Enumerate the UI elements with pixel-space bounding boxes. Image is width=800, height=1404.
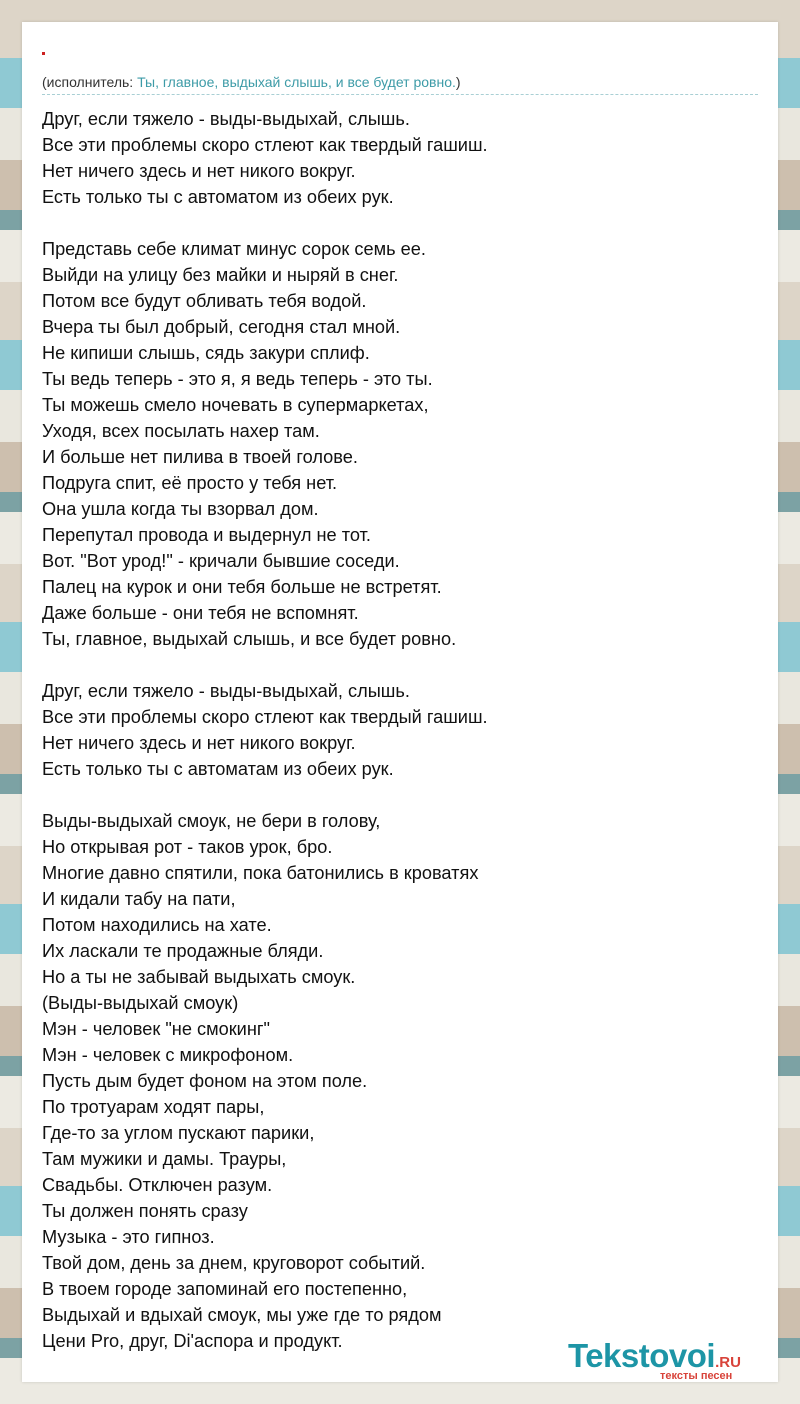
performer-prefix: (исполнитель: bbox=[42, 74, 138, 90]
lyric-line: Вот. "Вот урод!" - кричали бывшие соседи. bbox=[42, 551, 400, 571]
lyric-line: Цени Pro, друг, Di'аспора и продукт. bbox=[42, 1331, 343, 1351]
lyrics-text bbox=[42, 106, 762, 1354]
lyric-line: (Выды-выдыхай смоук) bbox=[42, 993, 239, 1013]
lyric-line: В твоем городе запоминай его постепенно, bbox=[42, 1279, 408, 1299]
logo-tld: .RU bbox=[715, 1354, 741, 1371]
lyric-line: Перепутал провода и выдернул не тот. bbox=[42, 525, 371, 545]
lyric-line: И кидали табу на пати, bbox=[42, 889, 236, 909]
stanza-break bbox=[42, 782, 762, 808]
song-title-mark bbox=[42, 52, 45, 55]
stanza-break bbox=[42, 652, 762, 678]
performer-suffix: ) bbox=[455, 74, 461, 90]
lyric-line: Выдыхай и вдыхай смоук, мы уже где то рядом bbox=[42, 1305, 442, 1325]
performer-line bbox=[42, 74, 758, 95]
lyric-line: Потом находились на хате. bbox=[42, 915, 272, 935]
lyric-line: Там мужики и дамы. Трауры, bbox=[42, 1149, 287, 1169]
lyric-line: Есть только ты с автоматам из обеих рук. bbox=[42, 759, 394, 779]
logo-tagline: тексты песен bbox=[660, 1370, 733, 1382]
lyric-line: Друг, если тяжело - выды-выдыхай, слышь. bbox=[42, 109, 410, 129]
lyric-line: Многие давно спятили, пока батонились в кроватях bbox=[42, 863, 479, 883]
lyric-line: Подруга спит, её просто у тебя нет. bbox=[42, 473, 338, 493]
lyric-line: Музыка - это гипноз. bbox=[42, 1227, 215, 1247]
lyric-line: Выды-выдыхай смоук, не бери в голову, bbox=[42, 811, 381, 831]
lyric-line: Их ласкали те продажные бляди. bbox=[42, 941, 324, 961]
lyrics-card bbox=[22, 22, 778, 1382]
lyric-line: Нет ничего здесь и нет никого вокруг. bbox=[42, 161, 356, 181]
lyric-line: Выйди на улицу без майки и ныряй в снег. bbox=[42, 265, 399, 285]
lyric-line: Все эти проблемы скоро стлеют как твердый гашиш. bbox=[42, 707, 488, 727]
lyric-line: Палец на курок и они тебя больше не встретят. bbox=[42, 577, 442, 597]
lyric-line: Потом все будут обливать тебя водой. bbox=[42, 291, 367, 311]
site-logo[interactable] bbox=[568, 1336, 778, 1384]
lyric-line: Даже больше - они тебя не вспомнят. bbox=[42, 603, 359, 623]
performer-link[interactable]: Ты, главное, выдыхай слышь, и все будет ровно. bbox=[137, 74, 456, 90]
lyric-line: Ты, главное, выдыхай слышь, и все будет ровно. bbox=[42, 629, 457, 649]
lyric-line: Есть только ты с автоматом из обеих рук. bbox=[42, 187, 394, 207]
logo-name: Tekstovoi bbox=[568, 1337, 716, 1374]
lyric-line: Мэн - человек "не смокинг" bbox=[42, 1019, 270, 1039]
lyric-line: Где-то за углом пускают парики, bbox=[42, 1123, 315, 1143]
lyric-line: Она ушла когда ты взорвал дом. bbox=[42, 499, 319, 519]
stanza-break bbox=[42, 210, 762, 236]
lyric-line: Вчера ты был добрый, сегодня стал мной. bbox=[42, 317, 401, 337]
lyric-line: Уходя, всех посылать нахер там. bbox=[42, 421, 320, 441]
lyric-line: Друг, если тяжело - выды-выдыхай, слышь. bbox=[42, 681, 410, 701]
lyric-line: Все эти проблемы скоро стлеют как твердый гашиш. bbox=[42, 135, 488, 155]
lyric-line: Ты должен понять сразу bbox=[42, 1201, 248, 1221]
lyric-line: Ты можешь смело ночевать в супермаркетах, bbox=[42, 395, 429, 415]
lyric-line: По тротуарам ходят пары, bbox=[42, 1097, 265, 1117]
lyric-line: И больше нет пилива в твоей голове. bbox=[42, 447, 358, 467]
lyric-line: Но открывая рот - таков урок, бро. bbox=[42, 837, 333, 857]
lyric-line: Свадьбы. Отключен разум. bbox=[42, 1175, 273, 1195]
lyric-line: Представь себе климат минус сорок семь ее. bbox=[42, 239, 426, 259]
lyric-line: Мэн - человек с микрофоном. bbox=[42, 1045, 294, 1065]
lyric-line: Нет ничего здесь и нет никого вокруг. bbox=[42, 733, 356, 753]
lyric-line: Твой дом, день за днем, круговорот событий. bbox=[42, 1253, 426, 1273]
lyric-line: Ты ведь теперь - это я, я ведь теперь - это ты. bbox=[42, 369, 433, 389]
lyric-line: Но а ты не забывай выдыхать смоук. bbox=[42, 967, 356, 987]
lyric-line: Пусть дым будет фоном на этом поле. bbox=[42, 1071, 368, 1091]
lyric-line: Не кипиши слышь, сядь закури сплиф. bbox=[42, 343, 370, 363]
